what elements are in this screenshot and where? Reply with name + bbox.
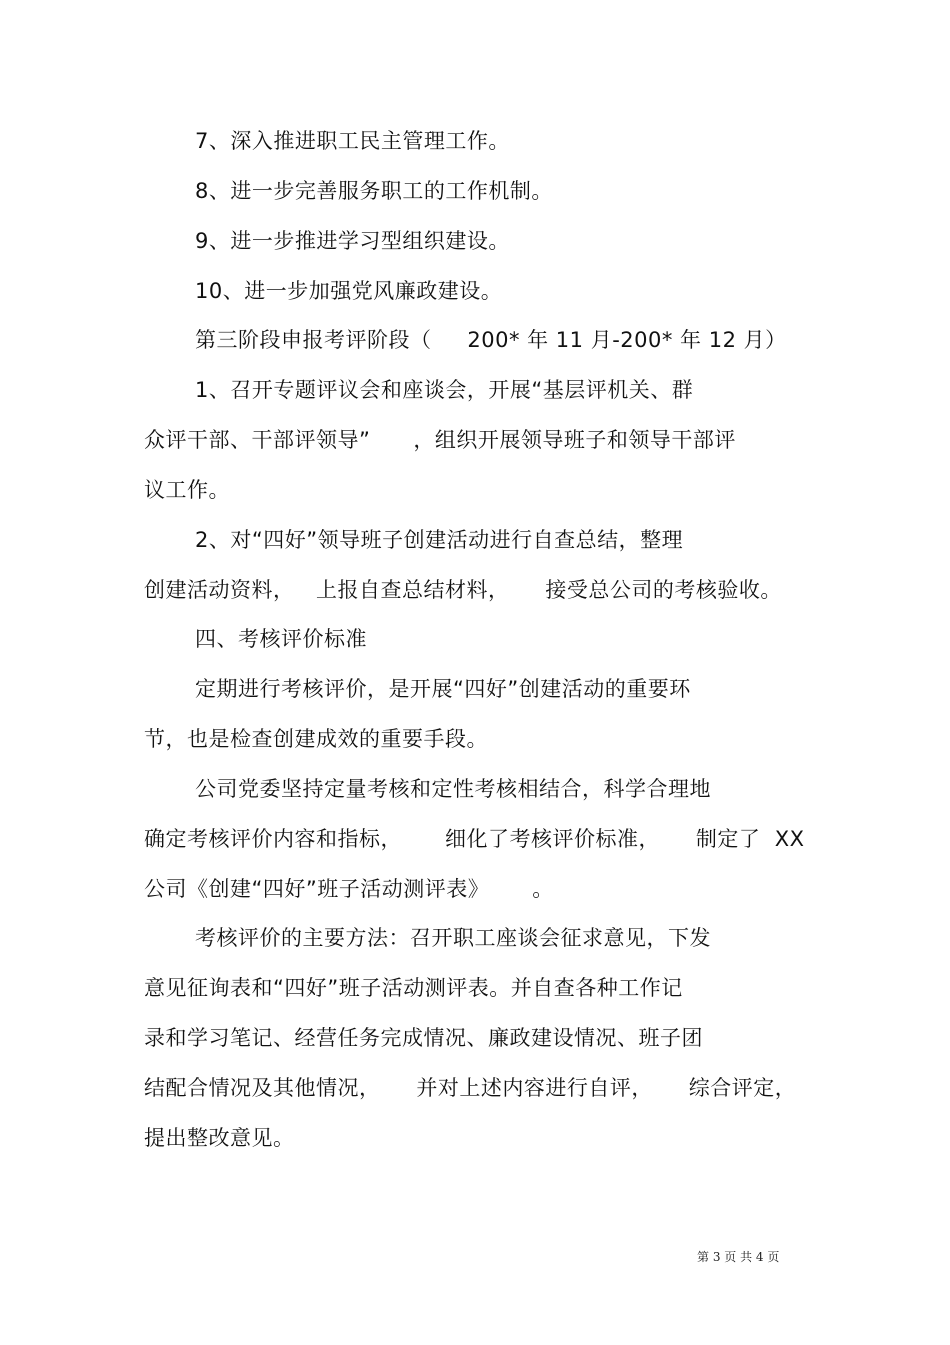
body-line-12: 定期进行考核评价，是开展“四好”创建活动的重要环 [195,677,691,701]
body-line-17: 考核评价的主要方法：召开职工座谈会征求意见，下发 [195,926,711,950]
section-heading-4: 四、考核评价标准 [195,627,367,651]
page-number-footer: 第 3 页 共 4 页 [697,1250,780,1264]
body-line-20: 结配合情况及其他情况， 并对上述内容进行自评， 综合评定， [144,1076,797,1100]
body-line-18: 意见征询表和“四好”班子活动测评表。并自查各种工作记 [144,976,683,1000]
section-heading-stage-3: 第三阶段申报考评阶段（ 200* 年 11 月-200* 年 12 月） [195,328,787,352]
body-line-9: 2、对“四好”领导班子创建活动进行自查总结，整理 [195,528,684,552]
body-line-14: 公司党委坚持定量考核和定性考核相结合，科学合理地 [195,777,711,801]
body-line-15: 确定考核评价内容和指标， 细化了考核评价标准， 制定了 XX [144,827,805,851]
body-line-8: 议工作。 [144,478,230,502]
body-line-16: 公司《创建“四好”班子活动测评表》 。 [144,877,554,901]
body-line-2: 8、进一步完善服务职工的工作机制。 [195,179,553,203]
body-line-6: 1、召开专题评议会和座谈会，开展“基层评机关、群 [195,378,694,402]
body-line-19: 录和学习笔记、经营任务完成情况、廉政建设情况、班子团 [144,1026,703,1050]
body-line-21: 提出整改意见。 [144,1126,295,1150]
body-line-4: 10、进一步加强党风廉政建设。 [195,279,503,303]
body-line-1: 7、深入推进职工民主管理工作。 [195,129,510,153]
body-line-3: 9、进一步推进学习型组织建设。 [195,229,510,253]
body-line-10: 创建活动资料， 上报自查总结材料， 接受总公司的考核验收。 [144,578,782,602]
body-line-7: 众评干部、干部评领导” ，组织开展领导班子和领导干部评 [144,428,736,452]
body-line-13: 节，也是检查创建成效的重要手段。 [144,727,488,751]
